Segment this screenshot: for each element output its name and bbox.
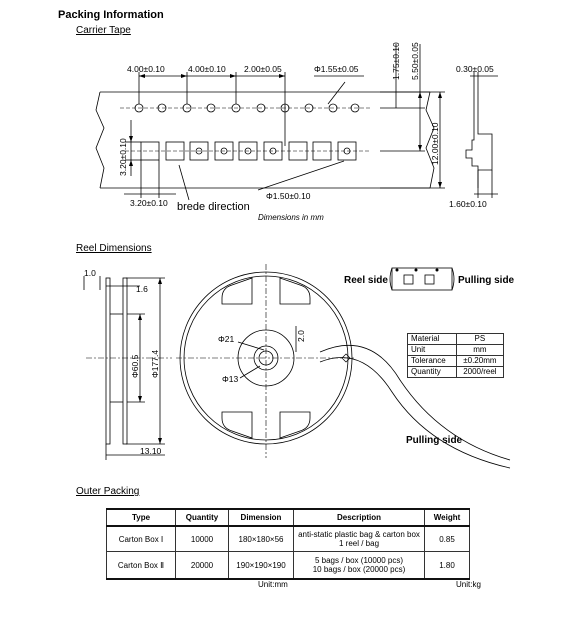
dim-reel-width: 13.10: [140, 446, 162, 456]
unit-dimension-note: Unit:mm: [258, 580, 288, 589]
dim-pitch-2: 4.00±0.10: [188, 64, 226, 74]
page-title: Packing Information: [58, 9, 164, 21]
material-table: [407, 333, 504, 378]
dim-row-position: 5.50±0.05: [410, 42, 420, 80]
unit-weight-note: Unit:kg: [456, 580, 481, 589]
reel-side-label: Reel side: [344, 275, 388, 286]
dim-pocket-height: 3.20±0.10: [118, 138, 128, 176]
dim-spindle-13: Φ13: [222, 374, 239, 384]
dim-pocket-width: 3.20±0.10: [130, 198, 168, 208]
dim-spindle-21: Φ21: [218, 334, 235, 344]
reel-dimensions-heading: Reel Dimensions: [76, 243, 152, 254]
table-row: Quantity 2000/reel: [408, 367, 504, 378]
table-header-row: [107, 509, 470, 526]
dim-hub-offset: 1.6: [136, 284, 148, 294]
dim-key-2: 2.0: [296, 330, 306, 342]
dim-thickness: 0.30±0.05: [456, 64, 494, 74]
dimensions-note: Dimensions in mm: [258, 213, 324, 222]
dim-pitch-1: 4.00±0.10: [127, 64, 165, 74]
dim-tape-width: 12.00±0.10: [430, 122, 440, 165]
table-row: Material PS: [408, 334, 504, 345]
column-header: Quantity: [176, 509, 229, 526]
dim-depth: 1.60±0.10: [449, 199, 487, 209]
table-row: Tolerance ±0.20mm: [408, 356, 504, 367]
dim-flange-thickness: 1.0: [84, 268, 96, 278]
table-row: Carton Box Ⅱ 20000 190×190×190 5 bags / box (10000 pcs) 10 bags / box (20000 pcs) 1.80: [107, 552, 470, 580]
table-row: Carton Box Ⅰ 10000 180×180×56 anti-static plastic bag & carton box 1 reel / bag 0.85: [107, 526, 470, 552]
dim-hub-diameter: Φ60.5: [130, 354, 140, 378]
dim-edge-distance: 1.75±0.10: [391, 42, 401, 80]
outer-packing-table: [106, 508, 470, 580]
column-header: Type: [107, 509, 176, 526]
column-header: Dimension: [229, 509, 294, 526]
pulling-side-label-bottom: Pulling side: [406, 435, 463, 446]
carrier-tape-drawing: [0, 30, 564, 230]
outer-packing-heading: Outer Packing: [76, 486, 140, 497]
dim-pocket-hole: Φ1.50±0.10: [266, 191, 311, 201]
table-row: Unit mm: [408, 345, 504, 356]
column-header: Weight: [425, 509, 470, 526]
dim-reel-diameter: Φ177.4: [150, 349, 160, 378]
dim-hole-diameter: Φ1.55±0.05: [314, 64, 359, 74]
feed-direction-label: brede direction: [177, 201, 250, 213]
carrier-tape-heading: Carrier Tape: [76, 25, 131, 36]
column-header: Description: [294, 509, 425, 526]
dim-half-pitch: 2.00±0.05: [244, 64, 282, 74]
pulling-side-label-top: Pulling side: [458, 275, 515, 286]
